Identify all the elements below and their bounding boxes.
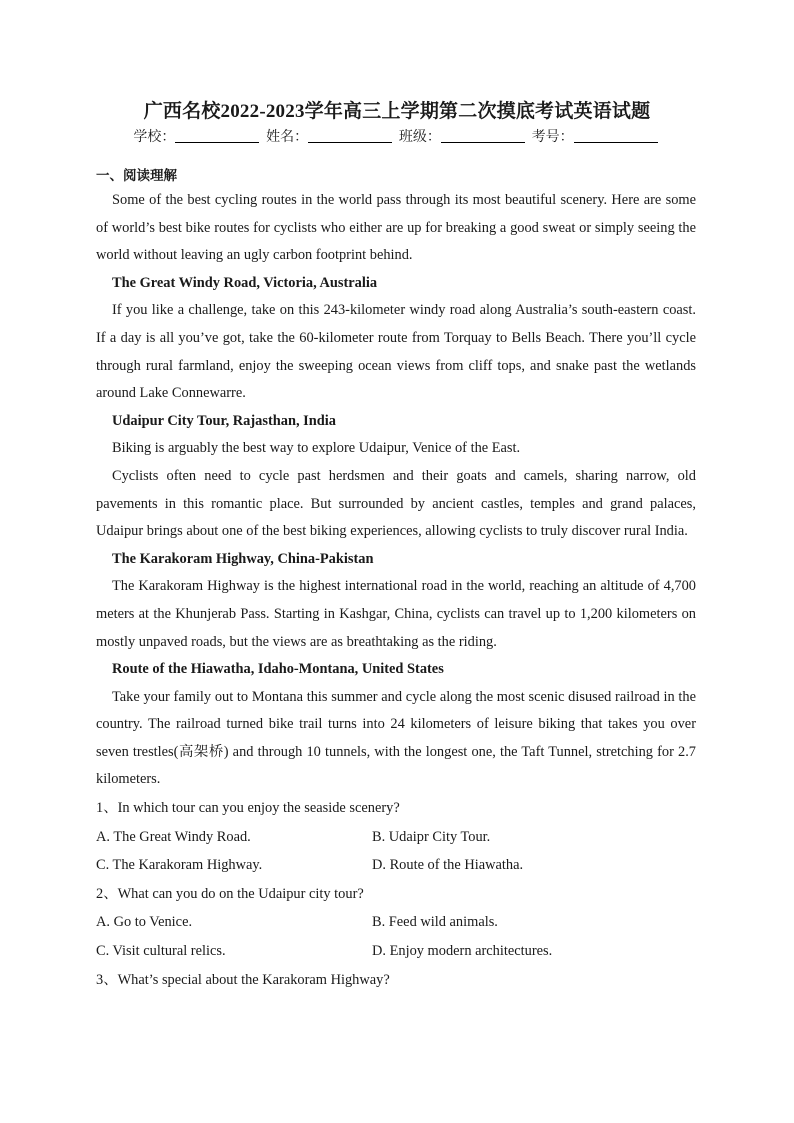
name-blank xyxy=(308,128,392,143)
section-heading: 一、阅读理解 xyxy=(96,168,177,184)
exam-title: 广西名校2022-2023学年高三上学期第二次摸底考试英语试题 xyxy=(143,101,651,122)
route-heading-3: The Karakoram Highway, China-Pakistan xyxy=(112,550,374,567)
question-2 xyxy=(96,880,696,966)
class-blank xyxy=(441,128,525,143)
route-paragraph-2b: Cyclists often need to cycle past herdsmen and their goats and camels, sharing narrow, old pavements in this romantic place. But surrounded by ancient castles, temples and grand palaces, Udaipur brings about one of the best biking experiences, allowing cyclists to truly discover rural India. xyxy=(96,467,696,540)
school-label: 学校： xyxy=(133,129,176,145)
student-info-line xyxy=(0,126,794,146)
option-b: B. Feed wild animals. xyxy=(372,914,498,931)
option-d: D. Enjoy modern architectures. xyxy=(372,943,553,960)
exam-number-label: 考号： xyxy=(531,129,574,145)
route-paragraph-2a: Biking is arguably the best way to explore Udaipur, Venice of the East. xyxy=(112,440,521,457)
name-label: 姓名： xyxy=(266,129,309,145)
class-label: 班级： xyxy=(398,129,441,145)
question-options xyxy=(96,908,696,965)
question-3 xyxy=(96,966,696,995)
route-paragraph-4: Take your family out to Montana this summer and cycle along the most scenic disused railroad in the country. The railroad turned bike trail turns into 24 kilometers of leisure biking that takes you over seven trestles(高架桥) and through 10 tunnels, with the longest one, the Taft Tunnel, stretching for 2.7 kilometers. xyxy=(96,688,696,788)
route-heading-1: The Great Windy Road, Victoria, Australia xyxy=(112,274,378,291)
reading-section xyxy=(96,165,696,994)
route-paragraph-3: The Karakoram Highway is the highest international road in the world, reaching an altitude of 4,700 meters at the Khunjerab Pass. Starting in Kashgar, China, cyclists can travel up to 1,200 kilometers on mostly unpaved roads, but the views are as breathtaking as the riding. xyxy=(96,578,696,650)
option-b: B. Udaipr City Tour. xyxy=(372,828,491,845)
route-paragraph-1: If you like a challenge, take on this 243-kilometer windy road along Australia’s south-eastern coast. If a day is all you’ve got, take the 60-kilometer route from Torquay to Bells Beach. There you’ll cycle through rural farmland, enjoy the sweeping ocean views from cliff tops, and snake past the wetlands around Lake Connewarre. xyxy=(96,302,696,402)
question-options xyxy=(96,823,696,880)
intro-paragraph: Some of the best cycling routes in the world pass through its most beautiful scenery. Here are some of world’s best bike routes for cyclists who either are up for breaking a good sweat or simply seeing the world without leaving an ugly carbon footprint behind. xyxy=(96,192,696,264)
exam-number-blank xyxy=(574,128,658,143)
route-heading-2: Udaipur City Tour, Rajasthan, India xyxy=(112,412,336,429)
option-c: C. Visit cultural relics. xyxy=(96,943,226,960)
question-stem: 3、What’s special about the Karakoram Highway? xyxy=(96,971,390,988)
option-c: C. The Karakoram Highway. xyxy=(96,857,263,874)
option-d: D. Route of the Hiawatha. xyxy=(372,857,524,874)
school-blank xyxy=(175,128,259,143)
question-1 xyxy=(96,794,696,880)
route-heading-4: Route of the Hiawatha, Idaho-Montana, United States xyxy=(112,661,444,678)
option-a: A. Go to Venice. xyxy=(96,914,193,931)
question-stem: 2、What can you do on the Udaipur city tour? xyxy=(96,885,364,902)
option-a: A. The Great Windy Road. xyxy=(96,828,251,845)
question-stem: 1、In which tour can you enjoy the seaside scenery? xyxy=(96,800,400,817)
